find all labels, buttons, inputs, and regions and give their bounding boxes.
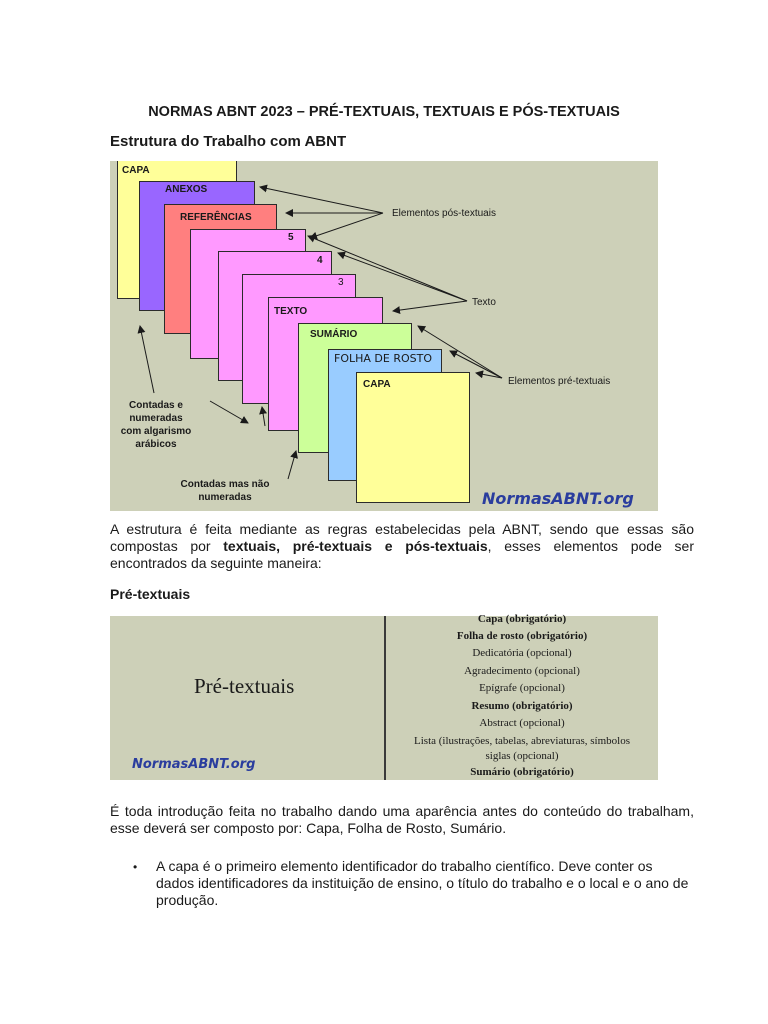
pre-textuais-item: Abstract (opcional): [479, 717, 565, 729]
bullet-marker: •: [133, 860, 138, 874]
intro-text-part1: A estrutura é feita mediante as regras estabelecidas pela ABNT, sendo que essas são compostas por: [110, 521, 694, 554]
page-number-5: 5: [288, 232, 294, 243]
page-texto-label: TEXTO: [274, 306, 308, 317]
label-pos-textuais: Elementos pós-textuais: [392, 208, 496, 219]
label-contadas-numeradas: [112, 399, 200, 451]
bullet-item-capa: A capa é o primeiro elemento identificador do trabalho científico. Deve conter os dados identificadores da instituição de ensino, o título do trabalho e o local e o ano de produção.: [156, 858, 689, 908]
pre-textuais-item: Agradecimento (opcional): [464, 665, 580, 677]
structure-diagram: [110, 161, 658, 511]
page-number-4: 4: [317, 255, 323, 266]
label-contadas-line4: arábicos: [135, 439, 177, 450]
label-naonum-line1: Contadas mas não: [180, 479, 270, 490]
pre-textuais-item: Lista (ilustrações, tabelas, abreviaturas, símbolos: [414, 735, 630, 747]
page-anexos-label: ANEXOS: [165, 184, 208, 195]
intro-paragraph: [110, 521, 694, 572]
page-capa-back-label: CAPA: [122, 165, 150, 176]
intro-text-bold: textuais, pré-textuais e pós-textuais: [223, 538, 488, 554]
pre-textuais-big-label: Pré-textuais: [194, 674, 295, 698]
section-title: Estrutura do Trabalho com ABNT: [110, 133, 347, 150]
pre-textuais-item: Dedicatória (opcional): [472, 647, 572, 659]
page-capa-front-label: CAPA: [363, 379, 391, 390]
pre-textuais-item: Capa (obrigatório): [477, 613, 567, 625]
label-texto: Texto: [472, 297, 496, 308]
page-number-3: 3: [338, 277, 344, 288]
pre-textuais-item: Folha de rosto (obrigatório): [456, 630, 588, 642]
figure1-watermark: NormasABNT.org: [482, 489, 634, 508]
document-title: NORMAS ABNT 2023 – PRÉ-TEXTUAIS, TEXTUAIS E PÓS-TEXTUAIS: [148, 104, 620, 120]
pre-textuais-heading: Pré-textuais: [110, 586, 191, 602]
label-contadas-line1: Contadas e: [129, 400, 183, 411]
intro-text-part2: , esses elementos pode ser encontrados da seguinte maneira:: [110, 538, 694, 571]
pre-textuais-item: Resumo (obrigatório): [471, 700, 573, 712]
label-contadas-line3: com algarismo: [120, 426, 192, 437]
pre-textuais-item: Epígrafe (opcional): [479, 682, 565, 694]
diagram-arrows: [110, 161, 658, 511]
pre-textuais-item: siglas (opcional): [485, 750, 559, 762]
label-contadas-line2: numeradas: [129, 413, 183, 424]
page-referencias-label: REFERÊNCIAS: [180, 212, 252, 223]
label-contadas-nao-numeradas: [166, 478, 284, 504]
pre-textuais-item: Sumário (obrigatório): [470, 766, 574, 778]
page-sumario-label: SUMÁRIO: [310, 329, 358, 340]
introduction-paragraph: É toda introdução feita no trabalho dando uma aparência antes do conteúdo do trabalham, esse deverá ser composto por: Capa, Folha de Rosto, Sumário.: [110, 803, 694, 836]
figure2-watermark: NormasABNT.org: [132, 757, 256, 772]
pre-textuais-table-image: [110, 613, 658, 780]
page-folha-rosto-label: FOLHA DE ROSTO: [334, 352, 432, 365]
label-pre-textuais: Elementos pré-textuais: [508, 376, 611, 387]
label-naonum-line2: numeradas: [198, 492, 252, 503]
